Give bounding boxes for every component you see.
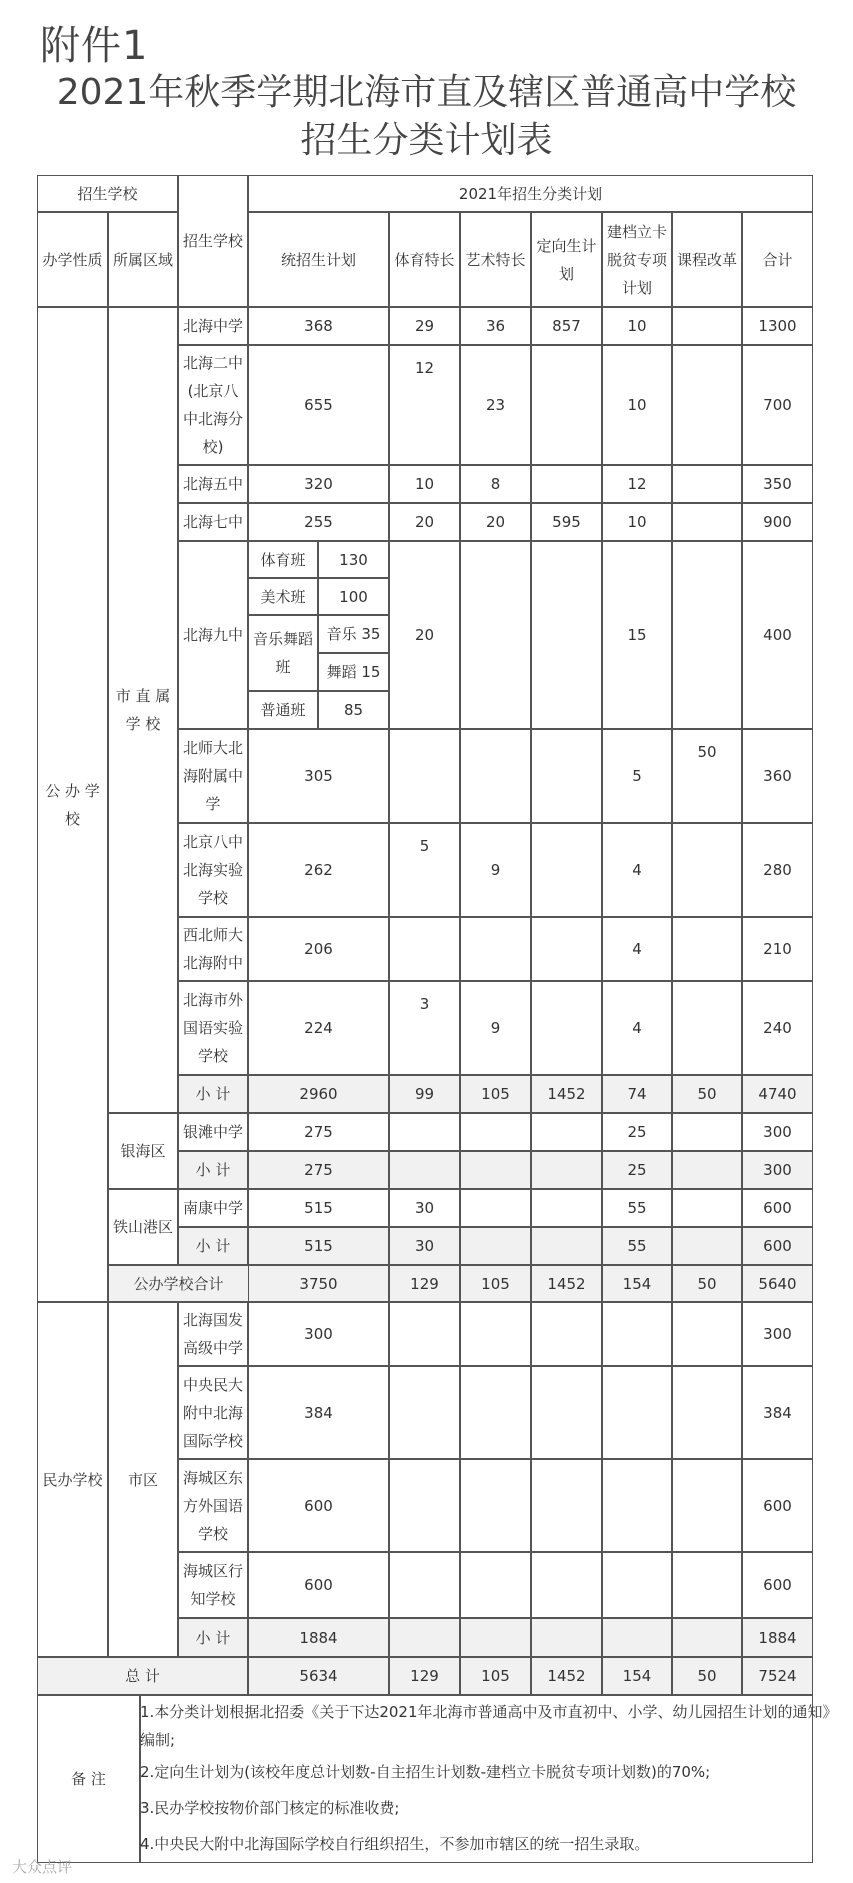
- art-cell: [460, 1552, 531, 1618]
- total-cell: 300: [742, 1113, 813, 1151]
- school-name: 北海国发高级中学: [178, 1302, 248, 1366]
- class-value-art: 100: [318, 578, 389, 615]
- class-value-sports: 130: [318, 541, 389, 578]
- art-cell: [460, 1113, 531, 1151]
- unified-cell: 300: [248, 1302, 389, 1366]
- poverty-cell: 5: [602, 729, 672, 823]
- directed-cell: [531, 541, 602, 729]
- group-tieshan: 铁山港区: [108, 1189, 178, 1265]
- document-title-line1: 2021年秋季学期北海市直及辖区普通高中学校: [56, 72, 797, 113]
- school-name: 北师大北海附属中学: [178, 729, 248, 823]
- group-shiqu: 市区: [108, 1302, 178, 1657]
- total-cell: 600: [742, 1227, 813, 1265]
- header-plan-2021: 2021年招生分类计划: [248, 175, 813, 212]
- grand-total-label: 总 计: [37, 1657, 248, 1695]
- poverty-cell: 4: [602, 917, 672, 981]
- class-value-dance: 舞蹈 15: [318, 653, 389, 691]
- unified-cell: 206: [248, 917, 389, 981]
- unified-cell: 515: [248, 1227, 389, 1265]
- class-label-art: 美术班: [248, 578, 318, 615]
- unified-cell: 224: [248, 981, 389, 1075]
- art-cell: [460, 729, 531, 823]
- reform-cell: [672, 1151, 742, 1189]
- art-cell: 9: [460, 823, 531, 917]
- class-value-normal: 85: [318, 691, 389, 729]
- total-cell: 240: [742, 981, 813, 1075]
- art-cell: [460, 1366, 531, 1459]
- poverty-cell: [602, 1302, 672, 1366]
- document-title-line2: 招生分类计划表: [300, 120, 553, 161]
- directed-cell: [531, 917, 602, 981]
- sports-cell: 3: [389, 981, 460, 1075]
- poverty-cell: 4: [602, 823, 672, 917]
- reform-cell: 50: [672, 1075, 742, 1113]
- directed-cell: [531, 1151, 602, 1189]
- directed-cell: [531, 729, 602, 823]
- unified-cell: 1884: [248, 1618, 389, 1657]
- unified-cell: 515: [248, 1189, 389, 1227]
- poverty-cell: 4: [602, 981, 672, 1075]
- total-cell: 900: [742, 503, 813, 541]
- art-cell: [460, 1189, 531, 1227]
- poverty-cell: [602, 1459, 672, 1552]
- class-value-music: 音乐 35: [318, 615, 389, 653]
- school-name: 北海五中: [178, 465, 248, 503]
- unified-cell: 2960: [248, 1075, 389, 1113]
- class-label-normal: 普通班: [248, 691, 318, 729]
- sports-cell: 5: [389, 823, 460, 917]
- unified-cell: 275: [248, 1113, 389, 1151]
- header-total: 合计: [742, 212, 813, 307]
- note-3: 3.民办学校按物价部门核定的标准收费;: [140, 1799, 400, 1817]
- directed-cell: [531, 1189, 602, 1227]
- school-name: 海城区东方外国语学校: [178, 1459, 248, 1552]
- unified-cell: 655: [248, 345, 389, 465]
- school-name: 银滩中学: [178, 1113, 248, 1151]
- directed-cell: [531, 1552, 602, 1618]
- header-reform: 课程改革: [672, 212, 742, 307]
- art-cell: 9: [460, 981, 531, 1075]
- total-cell: 350: [742, 465, 813, 503]
- total-cell: 600: [742, 1552, 813, 1618]
- unified-cell: 320: [248, 465, 389, 503]
- reform-cell: [672, 465, 742, 503]
- header-zs-school: 招生学校: [37, 175, 178, 212]
- school-name: 北海二中(北京八中北海分校): [178, 345, 248, 465]
- sports-cell: [389, 1113, 460, 1151]
- sports-cell: [389, 1618, 460, 1657]
- art-cell: [460, 917, 531, 981]
- total-cell: 280: [742, 823, 813, 917]
- art-cell: [460, 1459, 531, 1552]
- total-cell: 7524: [742, 1657, 813, 1695]
- sports-cell: 99: [389, 1075, 460, 1113]
- header-directed: 定向生计划: [531, 212, 602, 307]
- art-cell: 8: [460, 465, 531, 503]
- unified-cell: 255: [248, 503, 389, 541]
- sports-cell: [389, 1366, 460, 1459]
- header-art: 艺术特长: [460, 212, 531, 307]
- sports-cell: [389, 1302, 460, 1366]
- total-cell: 384: [742, 1366, 813, 1459]
- school-name: 北海中学: [178, 307, 248, 345]
- directed-cell: [531, 981, 602, 1075]
- group-yinhai: 银海区: [108, 1113, 178, 1189]
- reform-cell: [672, 541, 742, 729]
- sports-cell: 29: [389, 307, 460, 345]
- unified-cell: 384: [248, 1366, 389, 1459]
- poverty-cell: 154: [602, 1265, 672, 1302]
- art-cell: [460, 1151, 531, 1189]
- sports-cell: [389, 917, 460, 981]
- art-cell: [460, 1227, 531, 1265]
- total-cell: 1884: [742, 1618, 813, 1657]
- total-cell: 400: [742, 541, 813, 729]
- school-name: 北海七中: [178, 503, 248, 541]
- reform-cell: [672, 1113, 742, 1151]
- directed-cell: 1452: [531, 1657, 602, 1695]
- art-cell: [460, 1302, 531, 1366]
- reform-cell: 50: [672, 1657, 742, 1695]
- group-city: 市 直 属 学 校: [108, 307, 178, 1113]
- reform-cell: 50: [672, 729, 742, 823]
- directed-cell: [531, 823, 602, 917]
- reform-cell: [672, 1459, 742, 1552]
- sports-cell: 30: [389, 1189, 460, 1227]
- directed-cell: [531, 1113, 602, 1151]
- sports-cell: [389, 1552, 460, 1618]
- unified-cell: 262: [248, 823, 389, 917]
- sports-cell: [389, 1459, 460, 1552]
- school-name: 西北师大北海附中: [178, 917, 248, 981]
- poverty-cell: [602, 1552, 672, 1618]
- watermark: 大众点评: [12, 1858, 73, 1876]
- art-cell: 105: [460, 1657, 531, 1695]
- total-cell: 5640: [742, 1265, 813, 1302]
- sports-cell: [389, 729, 460, 823]
- directed-cell: 595: [531, 503, 602, 541]
- header-poverty: 建档立卡脱贫专项计划: [602, 212, 672, 307]
- sports-cell: 20: [389, 541, 460, 729]
- school-name: 北海九中: [178, 541, 248, 729]
- attachment-label: 附件1: [40, 23, 149, 69]
- unified-cell: 305: [248, 729, 389, 823]
- sports-cell: 129: [389, 1657, 460, 1695]
- unified-cell: 275: [248, 1151, 389, 1189]
- poverty-cell: 15: [602, 541, 672, 729]
- art-cell: 20: [460, 503, 531, 541]
- unified-cell: 3750: [248, 1265, 389, 1302]
- subtotal-label: 小 计: [178, 1227, 248, 1265]
- school-name: 北京八中北海实验学校: [178, 823, 248, 917]
- directed-cell: [531, 1302, 602, 1366]
- reform-cell: [672, 1366, 742, 1459]
- poverty-cell: 154: [602, 1657, 672, 1695]
- art-cell: 23: [460, 345, 531, 465]
- directed-cell: [531, 1366, 602, 1459]
- reform-cell: [672, 1189, 742, 1227]
- art-cell: 36: [460, 307, 531, 345]
- header-area: 所属区域: [108, 212, 178, 307]
- header-unified: 统招生计划: [248, 212, 389, 307]
- total-cell: 210: [742, 917, 813, 981]
- total-cell: 600: [742, 1459, 813, 1552]
- note-1: 1.本分类计划根据北招委《关于下达2021年北海市普通高中及市直初中、小学、幼儿园招生计划的通知》编制;: [140, 1703, 830, 1749]
- school-name: 北海市外国语实验学校: [178, 981, 248, 1075]
- sports-cell: 30: [389, 1227, 460, 1265]
- subtotal-label: 小 计: [178, 1075, 248, 1113]
- sports-cell: 129: [389, 1265, 460, 1302]
- group-public: 公 办 学 校: [37, 307, 108, 1302]
- poverty-cell: 10: [602, 307, 672, 345]
- reform-cell: [672, 1227, 742, 1265]
- reform-cell: 50: [672, 1265, 742, 1302]
- poverty-cell: 10: [602, 503, 672, 541]
- poverty-cell: 10: [602, 345, 672, 465]
- unified-cell: 600: [248, 1552, 389, 1618]
- reform-cell: [672, 1618, 742, 1657]
- subtotal-label: 小 计: [178, 1151, 248, 1189]
- directed-cell: [531, 1227, 602, 1265]
- total-cell: 4740: [742, 1075, 813, 1113]
- unified-cell: 368: [248, 307, 389, 345]
- header-school: 招生学校: [178, 175, 248, 307]
- note-2: 2.定向生计划为(该校年度总计划数-自主招生计划数-建档立卡脱贫专项计划数)的70%;: [140, 1763, 711, 1781]
- notes-label: 备 注: [37, 1695, 140, 1863]
- reform-cell: [672, 1552, 742, 1618]
- header-nature: 办学性质: [37, 212, 108, 307]
- sports-cell: [389, 1151, 460, 1189]
- reform-cell: [672, 917, 742, 981]
- directed-cell: [531, 1459, 602, 1552]
- poverty-cell: [602, 1618, 672, 1657]
- total-cell: 300: [742, 1151, 813, 1189]
- sports-cell: 10: [389, 465, 460, 503]
- art-cell: [460, 1618, 531, 1657]
- reform-cell: [672, 307, 742, 345]
- school-name: 中央民大附中北海国际学校: [178, 1366, 248, 1459]
- total-cell: 300: [742, 1302, 813, 1366]
- sports-cell: 12: [389, 345, 460, 465]
- poverty-cell: 25: [602, 1151, 672, 1189]
- directed-cell: 857: [531, 307, 602, 345]
- poverty-cell: [602, 1366, 672, 1459]
- directed-cell: 1452: [531, 1075, 602, 1113]
- art-cell: [460, 541, 531, 729]
- note-4: 4.中央民大附中北海国际学校自行组织招生，不参加市辖区的统一招生录取。: [140, 1835, 650, 1853]
- directed-cell: [531, 345, 602, 465]
- reform-cell: [672, 823, 742, 917]
- reform-cell: [672, 981, 742, 1075]
- directed-cell: [531, 465, 602, 503]
- poverty-cell: 55: [602, 1189, 672, 1227]
- art-cell: 105: [460, 1075, 531, 1113]
- directed-cell: [531, 1618, 602, 1657]
- public-total-label: 公办学校合计: [108, 1265, 249, 1302]
- art-cell: 105: [460, 1265, 531, 1302]
- unified-cell: 600: [248, 1459, 389, 1552]
- directed-cell: 1452: [531, 1265, 602, 1302]
- total-cell: 1300: [742, 307, 813, 345]
- school-name: 海城区行知学校: [178, 1552, 248, 1618]
- group-private: 民办学校: [37, 1302, 108, 1657]
- unified-cell: 5634: [248, 1657, 389, 1695]
- reform-cell: [672, 345, 742, 465]
- header-sports: 体育特长: [389, 212, 460, 307]
- reform-cell: [672, 503, 742, 541]
- poverty-cell: 74: [602, 1075, 672, 1113]
- poverty-cell: 12: [602, 465, 672, 503]
- class-label-music-dance: 音乐舞蹈班: [248, 615, 318, 691]
- reform-cell: [672, 1302, 742, 1366]
- total-cell: 600: [742, 1189, 813, 1227]
- total-cell: 360: [742, 729, 813, 823]
- subtotal-label: 小 计: [178, 1618, 248, 1657]
- school-name: 南康中学: [178, 1189, 248, 1227]
- poverty-cell: 55: [602, 1227, 672, 1265]
- class-label-sports: 体育班: [248, 541, 318, 578]
- poverty-cell: 25: [602, 1113, 672, 1151]
- total-cell: 700: [742, 345, 813, 465]
- sports-cell: 20: [389, 503, 460, 541]
